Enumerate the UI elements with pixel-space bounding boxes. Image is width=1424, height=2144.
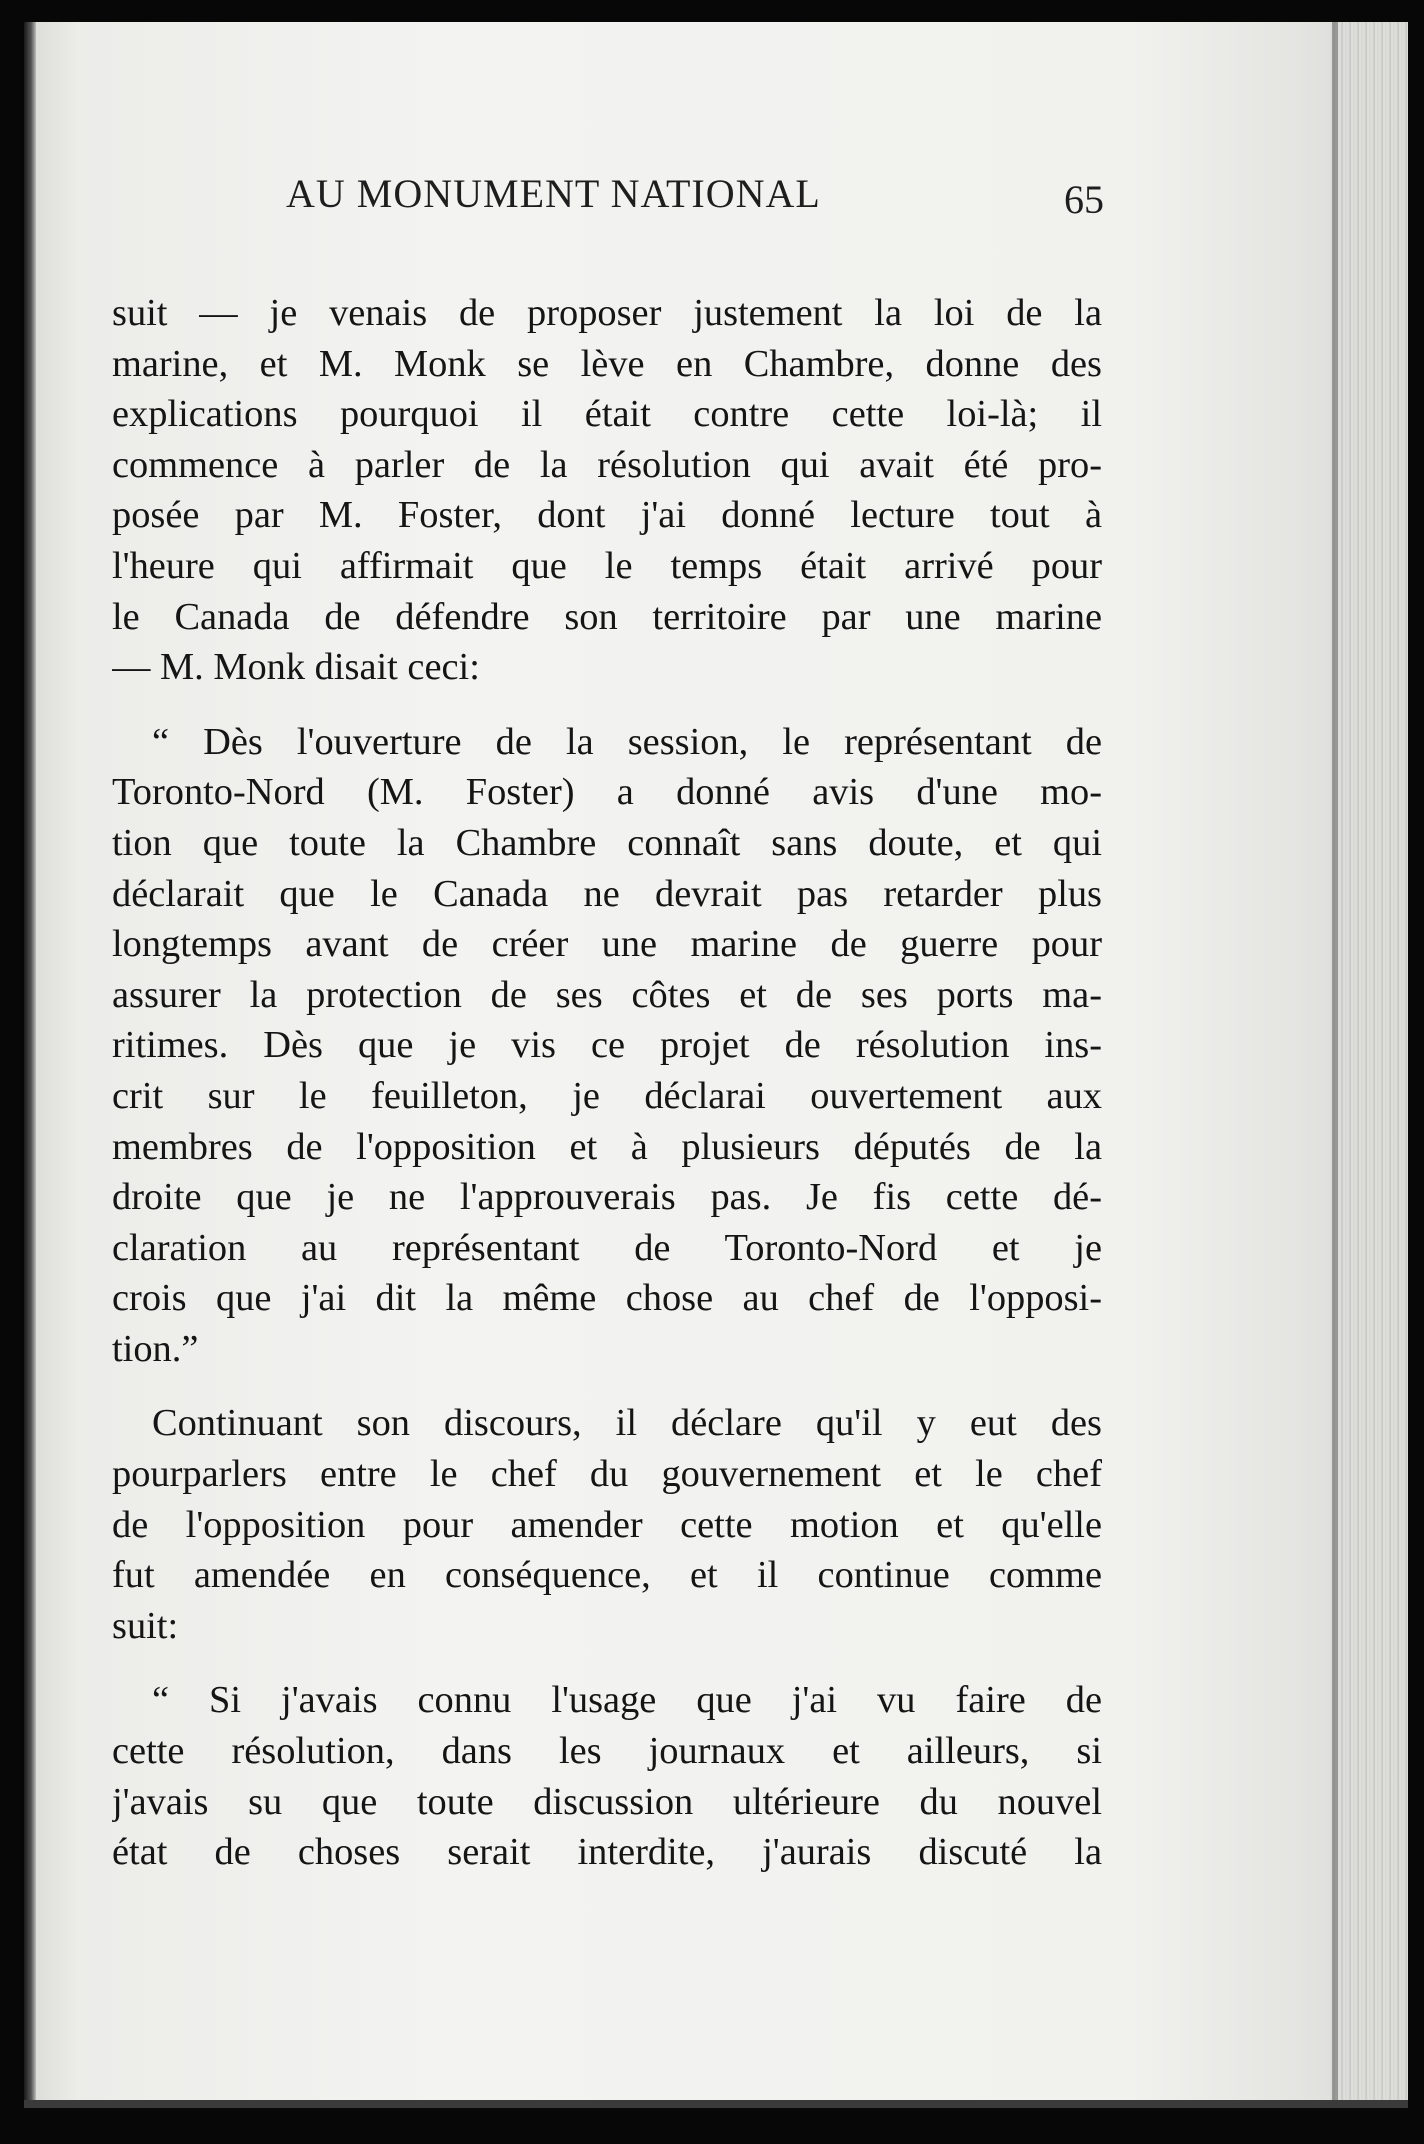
fore-edge-shadow <box>1332 22 1338 2108</box>
text-line: claration au représentant de Toronto-Nord et je <box>112 1226 1102 1269</box>
paragraph-gap <box>112 693 1102 717</box>
text-line: suit: <box>112 1604 179 1647</box>
body-text <box>112 288 1102 1878</box>
text-line: crois que j'ai dit la même chose au chef de l'opposi- <box>112 1277 1102 1320</box>
text-line: déclarait que le Canada ne devrait pas retarder plus <box>112 872 1102 915</box>
text-line: tion que toute la Chambre connaît sans doute, et qui <box>112 821 1102 864</box>
text-line: — M. Monk disait ceci: <box>112 646 480 689</box>
running-head: AU MONUMENT NATIONAL <box>286 171 821 216</box>
text-line: droite que je ne l'approuverais pas. Je fis cette dé- <box>112 1176 1102 1219</box>
text-line: Continuant son discours, il déclare qu'il y eut des <box>152 1402 1102 1445</box>
text-line: ritimes. Dès que je vis ce projet de résolution ins- <box>112 1024 1102 1067</box>
text-line: état de choses serait interdite, j'aurais discuté la <box>112 1831 1102 1874</box>
text-line: marine, et M. Monk se lève en Chambre, donne des <box>112 342 1102 385</box>
text-line: fut amendée en conséquence, et il continue comme <box>112 1554 1102 1597</box>
text-line: tion.” <box>112 1327 199 1370</box>
text-line: assurer la protection de ses côtes et de ses ports ma- <box>112 973 1102 1016</box>
text-line: explications pourquoi il était contre cette loi-là; il <box>112 393 1102 436</box>
text-line: posée par M. Foster, dont j'ai donné lecture tout à <box>112 494 1102 537</box>
text-line: j'avais su que toute discussion ultérieure du nouvel <box>112 1780 1102 1823</box>
text-line: cette résolution, dans les journaux et ailleurs, si <box>112 1730 1102 1773</box>
text-line: Toronto-Nord (M. Foster) a donné avis d'une mo- <box>112 771 1102 814</box>
text-line: pourparlers entre le chef du gouvernement et le chef <box>112 1453 1102 1496</box>
text-line: “ Si j'avais connu l'usage que j'ai vu faire de <box>152 1679 1102 1722</box>
text-line: commence à parler de la résolution qui avait été pro- <box>112 443 1102 486</box>
text-line: longtemps avant de créer une marine de guerre pour <box>112 923 1102 966</box>
text-line: de l'opposition pour amender cette motion et qu'elle <box>112 1503 1102 1546</box>
page-bottom-edge <box>24 2100 1408 2108</box>
text-line: crit sur le feuilleton, je déclarai ouvertement aux <box>112 1074 1102 1117</box>
paragraph-gap <box>112 1651 1102 1675</box>
page-gutter-shadow <box>24 22 36 2108</box>
page-fore-edge <box>1330 22 1408 2108</box>
paragraph-gap <box>112 1374 1102 1398</box>
text-line: “ Dès l'ouverture de la session, le représentant de <box>152 720 1102 763</box>
page-number: 65 <box>1064 177 1104 222</box>
text-line: l'heure qui affirmait que le temps était arrivé pour <box>112 544 1102 587</box>
text-line: membres de l'opposition et à plusieurs députés de la <box>112 1125 1102 1168</box>
text-line: suit — je venais de proposer justement la loi de la <box>112 292 1102 334</box>
text-line: le Canada de défendre son territoire par une marine <box>112 595 1102 638</box>
